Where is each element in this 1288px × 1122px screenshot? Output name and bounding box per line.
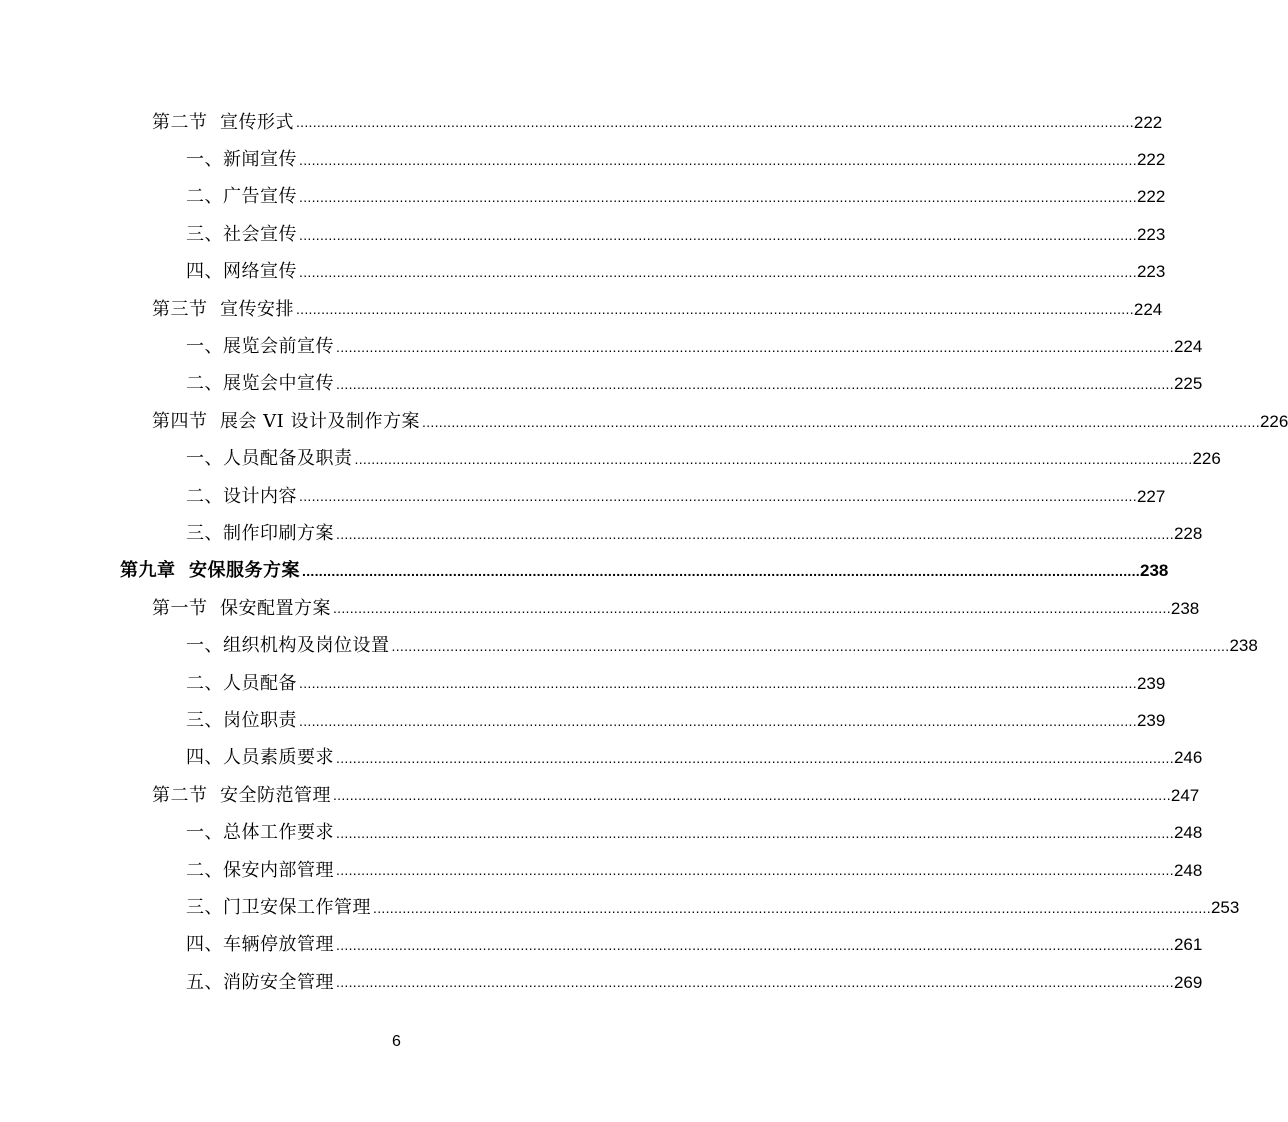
toc-section-entry[interactable] — [0, 777, 1200, 814]
toc-entry-page: 253 — [1210, 897, 1240, 917]
toc-subsection-entry[interactable] — [0, 254, 1166, 291]
toc-entry-page: 224 — [1173, 337, 1203, 357]
toc-entry-title: 三、社会宣传 — [186, 223, 297, 245]
toc-entry-page: 223 — [1136, 224, 1166, 244]
toc-dot-leader: ........................................................................................................................................................................................................ — [391, 637, 1230, 654]
toc-dot-leader: ........................................................................................................................................................................................................ — [336, 525, 1174, 542]
toc-dot-leader: ........................................................................................................................................................................................................ — [299, 488, 1137, 505]
toc-entry-page: 246 — [1173, 748, 1203, 768]
toc-subsection-entry[interactable] — [0, 964, 1203, 1001]
toc-dot-leader: ........................................................................................................................................................................................................ — [299, 263, 1137, 280]
toc-subsection-entry[interactable] — [0, 216, 1166, 253]
toc-section-entry[interactable] — [0, 590, 1200, 627]
toc-dot-leader: ........................................................................................................................................................................................................ — [373, 899, 1211, 916]
toc-entry-page: 238 — [1170, 598, 1200, 618]
toc-dot-leader: ........................................................................................................................................................................................................ — [299, 675, 1137, 692]
toc-entry-page: 223 — [1136, 262, 1166, 282]
toc-entry-page: 261 — [1173, 935, 1203, 955]
toc-entry-title: 三、岗位职责 — [186, 709, 297, 731]
toc-entry-page: 226 — [1192, 449, 1221, 469]
toc-subsection-entry[interactable] — [0, 179, 1166, 216]
toc-entry-page: 247 — [1170, 785, 1200, 805]
toc-entry-page: 226 — [1259, 411, 1288, 431]
toc-dot-leader: ........................................................................................................................................................................................................ — [299, 189, 1137, 206]
toc-subsection-entry[interactable] — [0, 141, 1166, 178]
toc-subsection-entry[interactable] — [0, 366, 1203, 403]
toc-entry-title: 一、总体工作要求 — [186, 822, 334, 844]
toc-dot-leader: ........................................................................................................................................................................................................ — [332, 600, 1171, 617]
toc-entry-title: 四、人员素质要求 — [186, 747, 334, 769]
toc-dot-leader: ........................................................................................................................................................................................................ — [336, 974, 1174, 991]
toc-subsection-entry[interactable] — [0, 627, 1258, 664]
toc-entry-title: 五、消防安全管理 — [186, 971, 334, 993]
toc-entry-title: 一、新闻宣传 — [186, 149, 297, 171]
toc-entry-title: 二、设计内容 — [186, 485, 297, 507]
toc-entry-title: 二、展览会中宣传 — [186, 373, 334, 395]
toc-subsection-entry[interactable] — [0, 852, 1203, 889]
toc-dot-leader: ........................................................................................................................................................................................................ — [336, 824, 1174, 841]
toc-subsection-entry[interactable] — [0, 702, 1166, 739]
toc-subsection-entry[interactable] — [0, 927, 1203, 964]
toc-entry-title: 三、制作印刷方案 — [186, 522, 334, 544]
toc-section-entry[interactable] — [0, 403, 1288, 440]
toc-entry-title: 一、组织机构及岗位设置 — [186, 635, 390, 657]
toc-subsection-entry[interactable] — [0, 478, 1166, 515]
toc-entry-title: 四、网络宣传 — [186, 261, 297, 283]
toc-entry-page: 225 — [1173, 374, 1203, 394]
toc-dot-leader: ........................................................................................................................................................................................................ — [332, 787, 1171, 804]
toc-entry-page: 248 — [1173, 860, 1203, 880]
toc-dot-leader: ........................................................................................................................................................................................................ — [299, 712, 1137, 729]
page-number: 6 — [392, 1033, 401, 1050]
toc-entry-page: 222 — [1136, 187, 1166, 207]
toc-dot-leader: ........................................................................................................................................................................................................ — [302, 563, 1140, 580]
toc-section-entry[interactable] — [0, 104, 1163, 141]
toc-entry-title: 一、展览会前宣传 — [186, 336, 334, 358]
toc-subsection-entry[interactable] — [0, 814, 1203, 851]
toc-entry-page: 222 — [1136, 150, 1166, 170]
toc-dot-leader: ........................................................................................................................................................................................................ — [336, 338, 1174, 355]
toc-dot-leader: ........................................................................................................................................................................................................ — [336, 750, 1174, 767]
toc-dot-leader: ........................................................................................................................................................................................................ — [336, 936, 1174, 953]
toc-entry-title: 第三节 宣传安排 — [152, 298, 294, 320]
toc-subsection-entry[interactable] — [0, 328, 1203, 365]
toc-subsection-entry[interactable] — [0, 441, 1221, 478]
toc-entry-page: 228 — [1173, 523, 1203, 543]
toc-entry-title: 一、人员配备及职责 — [186, 448, 353, 470]
toc-subsection-entry[interactable] — [0, 665, 1166, 702]
toc-dot-leader: ........................................................................................................................................................................................................ — [422, 413, 1260, 430]
toc-dot-leader: ........................................................................................................................................................................................................ — [295, 114, 1134, 131]
toc-dot-leader: ........................................................................................................................................................................................................ — [336, 862, 1174, 879]
toc-entry-title: 四、车辆停放管理 — [186, 934, 334, 956]
toc-dot-leader: ........................................................................................................................................................................................................ — [299, 226, 1137, 243]
toc-chapter-entry[interactable] — [0, 553, 1169, 590]
toc-entry-title: 第一节 保安配置方案 — [152, 597, 331, 619]
toc-entry-page: 238 — [1229, 636, 1258, 656]
toc-section-entry[interactable] — [0, 291, 1163, 328]
toc-entry-page: 227 — [1136, 486, 1166, 506]
toc-entry-page: 238 — [1139, 561, 1169, 581]
toc-entry-title: 三、门卫安保工作管理 — [186, 896, 371, 918]
toc-entry-title: 第四节 展会 VI 设计及制作方案 — [152, 410, 420, 432]
toc-subsection-entry[interactable] — [0, 889, 1240, 926]
toc-dot-leader: ........................................................................................................................................................................................................ — [354, 450, 1193, 467]
toc-entry-page: 224 — [1133, 299, 1163, 319]
toc-entry-page: 239 — [1136, 710, 1166, 730]
toc-dot-leader: ........................................................................................................................................................................................................ — [295, 301, 1134, 318]
toc-subsection-entry[interactable] — [0, 740, 1203, 777]
toc-dot-leader: ........................................................................................................................................................................................................ — [336, 376, 1174, 393]
toc-entry-page: 248 — [1173, 823, 1203, 843]
toc-entry-title: 第九章 安保服务方案 — [120, 560, 301, 582]
toc-entry-page: 222 — [1133, 112, 1163, 132]
toc-subsection-entry[interactable] — [0, 515, 1203, 552]
toc-entry-title: 二、人员配备 — [186, 672, 297, 694]
toc-entry-title: 第二节 宣传形式 — [152, 111, 294, 133]
toc-dot-leader: ........................................................................................................................................................................................................ — [299, 151, 1137, 168]
toc-entry-page: 239 — [1136, 673, 1166, 693]
table-of-contents — [0, 104, 1288, 1001]
toc-entry-title: 第二节 安全防范管理 — [152, 784, 331, 806]
toc-entry-page: 269 — [1173, 972, 1203, 992]
toc-entry-title: 二、广告宣传 — [186, 186, 297, 208]
toc-entry-title: 二、保安内部管理 — [186, 859, 334, 881]
